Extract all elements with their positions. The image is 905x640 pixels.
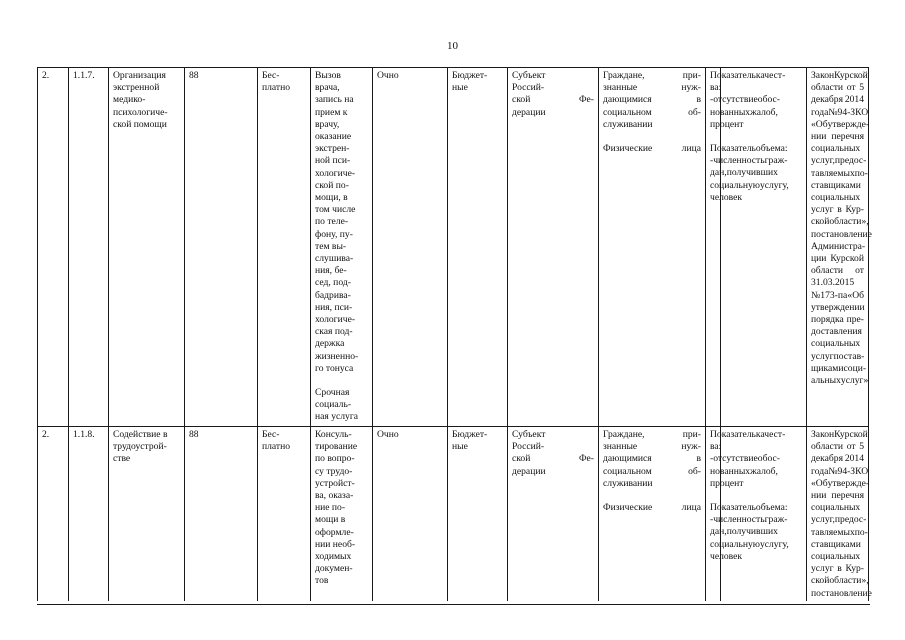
word: 173-па [820,289,848,301]
cell-line [603,82,701,94]
cell-indicators [706,427,789,601]
word: численность [713,514,765,526]
cell-line: тов [315,575,329,587]
cell-line [603,107,701,119]
cell-line: Консуль- [315,429,352,440]
cell-recipients [599,427,706,601]
cell-line: Очно [377,429,399,440]
cell-line: держка [315,338,345,350]
cell-line: человек [710,191,743,203]
cell-line: социальных [811,192,861,204]
word: 94-ЗКО [837,106,869,118]
cell-line: медико- [113,94,146,106]
cell-line: по вопро- [315,453,355,465]
word: лица [681,502,701,514]
word: социальном [603,465,652,477]
cell-line: дерации [512,465,546,477]
word: об- [688,106,701,118]
cell-line [512,94,594,106]
cell-line: 88 [189,429,199,440]
cell-line [811,351,864,363]
word: «Об [811,477,828,489]
word: нии [811,490,827,502]
cell-line: 1.1.7. [73,70,95,81]
cell-legal-basis [807,427,872,601]
cell-count [185,68,258,427]
cell-code [69,68,109,427]
word: знанные [603,82,638,94]
cell-line: служивании [603,118,653,130]
cell-line [811,477,870,490]
cell-line [811,94,864,106]
cell-form [373,68,448,427]
word: Показатель [710,502,756,514]
cell-line [603,490,701,502]
cell-line [811,375,869,387]
word: № [811,289,821,301]
cell-line: Субъект [512,70,546,81]
cell-line [811,204,864,216]
word: № [828,106,838,118]
cell-line: социаль- [315,399,352,411]
word: соци- [843,362,867,374]
word: нованных [710,465,751,477]
word: социальном [603,106,652,118]
word: услуг, [811,155,835,167]
word: от [846,82,856,94]
word: лица [681,143,701,155]
cell-content [311,68,373,427]
word: обос- [757,453,780,465]
cell-line [603,429,701,441]
word: Граждане, [603,429,645,440]
word: области [811,265,844,277]
word: утвержде- [827,477,870,489]
table-row [38,68,869,427]
cell-line [811,429,868,441]
cell-line: дерации [512,106,546,118]
word: 2014 [844,94,864,106]
word: ции [811,253,827,265]
cell-line: оказание [315,131,352,143]
cell-line: социальных [811,502,861,514]
cell-line [811,290,864,302]
cell-line [710,490,716,502]
cell-line: бадрива- [315,289,351,301]
cell-line [710,453,780,465]
word: граж- [764,514,788,526]
cell-content [311,427,373,601]
word: перечня [831,131,864,143]
cell-line: ная услуга [315,411,359,423]
cell-service-name [109,68,185,427]
word: предос- [834,514,867,526]
word: отсутствие [713,453,758,465]
word: услуг» [840,375,869,387]
cell-line: утверждении [811,301,865,313]
word: декабря [811,94,844,106]
word: «Об [847,289,864,301]
cell-line: том числе [315,204,356,216]
word: Закон [811,429,835,440]
word: 5 [859,82,864,94]
cell-payment [258,68,311,427]
word: Фе- [578,453,594,465]
word: декабря [811,453,844,465]
word: жалоб, [750,465,778,477]
cell-line: процент [710,477,744,489]
cell-line: хологиче- [315,314,356,326]
word: объема: [755,143,788,155]
cell-line [811,362,867,375]
cell-line: устройст- [315,477,355,489]
cell-line: Срочная [315,387,350,399]
word: услуг, [811,514,835,526]
word: получивших [726,167,778,179]
cell-line [603,94,701,106]
word: в [696,453,701,465]
cell-legal-basis [807,68,872,427]
cell-line: 2. [42,429,50,440]
cell-level [508,427,599,601]
cell-line: социальных [811,143,861,155]
cell-line: ные [452,82,468,94]
cell-line: ния, пси- [315,301,353,313]
cell-line [710,429,786,441]
word: нуж- [681,82,701,94]
cell-line: Организация [113,70,166,81]
word: обос- [757,94,780,106]
cell-line: ва, оказа- [315,490,354,502]
cell-count [185,427,258,601]
cell-line: мощи в [315,514,346,526]
cell-line: Россий- [512,441,545,453]
word: об- [688,465,701,477]
cell-line [710,143,788,155]
cell-line: слушива- [315,253,354,265]
cell-line [710,70,786,82]
cell-line: сед, под- [315,277,351,289]
cell-line: трудоустрой- [113,441,167,453]
cell-form [373,427,448,601]
word: Кур- [845,204,864,216]
word: услугу, [759,538,789,550]
cell-line [811,167,868,180]
word: дающимися [603,94,652,106]
cell-line [811,575,869,587]
cell-line: платно [262,441,291,453]
cell-line [811,131,864,143]
word: отсутствие [713,94,758,106]
cell-line [710,526,778,538]
cell-payment [258,427,311,601]
word: качест- [755,429,786,440]
cell-line: Бес- [262,429,280,440]
cell-line: жизненно- [315,350,359,362]
word: в [837,204,842,216]
word: пре- [846,314,864,326]
word: граж- [764,155,788,167]
cell-line [603,143,701,155]
cell-line [811,441,864,453]
word: года [811,465,829,477]
cell-line [811,265,864,277]
cell-line: Бес- [262,70,280,81]
cell-line [710,106,778,119]
cell-line [710,131,716,143]
word: альных [811,375,841,387]
cell-line [811,216,869,228]
cell-line: прием к [315,106,348,118]
cell-line: тирование [315,441,358,453]
word: Кур- [845,563,864,575]
cell-line [811,453,864,465]
cell-line: доставления [811,326,862,338]
cell-line [811,465,869,478]
word: области», [829,575,869,587]
word: - [710,514,714,526]
cell-code [69,427,109,601]
cell-line: ной пси- [315,155,351,167]
word: области», [829,216,869,228]
word: года [811,106,829,118]
word: Физические [603,143,653,155]
cell-line: ва: [710,82,722,94]
word: предос- [834,155,867,167]
cell-line: служивании [603,477,653,489]
word: области [811,82,844,94]
cell-line: платно [262,82,291,94]
cell-line: экстренной [113,82,160,94]
cell-line: по теле- [315,216,349,228]
word: Курской [834,429,868,440]
cell-line: нии необ- [315,538,356,550]
word: щиками [811,362,844,374]
word: услугу, [759,179,789,191]
cell-level [508,68,599,427]
cell-line [603,131,701,143]
cell-line: психологиче- [113,106,168,118]
word: тавляемых [811,167,855,179]
cell-line [710,179,789,192]
word: ской [512,94,531,106]
cell-line [811,563,864,575]
cell-recipients [599,68,706,427]
cell-line [710,465,778,478]
cell-line [710,538,789,551]
cell-line [710,502,788,514]
page-number: 10 [447,40,458,52]
word: услуг [811,204,834,216]
word: Показатель [710,143,756,155]
word: дан, [710,167,727,179]
cell-number [38,68,69,427]
cell-line: Россий- [512,82,545,94]
cell-line: врача, [315,82,340,94]
word: жалоб, [750,106,778,118]
cell-line: ные [452,441,468,453]
cell-line [315,375,368,387]
cell-line [603,466,701,478]
cell-line [811,253,864,265]
word: 94-ЗКО [837,465,869,477]
cell-line: ния, бе- [315,265,347,277]
cell-funding [448,427,508,601]
word: ской [811,575,830,587]
cell-line: го тонуса [315,362,354,374]
word: получивших [726,526,778,538]
cell-line [710,167,778,179]
word: «Об [811,118,828,130]
cell-line: человек [710,550,743,562]
cell-line [811,118,870,131]
word: в [696,94,701,106]
word: объема: [755,502,788,514]
word: - [710,453,714,465]
word: 5 [859,441,864,453]
cell-line: ская под- [315,326,353,338]
cell-line [811,314,864,326]
cell-line: мощи, в [315,192,348,204]
cell-line: ва: [710,441,722,453]
word: Фе- [578,94,594,106]
cell-line: Субъект [512,429,546,440]
word: ской [811,216,830,228]
word: качест- [755,70,786,81]
word: 2014 [844,453,864,465]
word: Граждане, [603,70,645,81]
word: от [855,265,864,277]
cell-line [811,70,868,82]
cell-line: ходимых [315,551,352,563]
cell-line: социальных [811,338,861,350]
cell-line: 1.1.8. [73,429,95,440]
word: Курской [834,70,868,81]
cell-line [811,514,867,526]
cell-number [38,427,69,601]
cell-line: процент [710,118,744,130]
cell-service-name [109,427,185,601]
word: услуг [811,350,834,362]
cell-line [710,94,780,106]
cell-line: хологиче- [315,167,356,179]
cell-line: 31.03.2015 [811,277,855,289]
cell-line: Бюджет- [452,70,488,81]
cell-line: врачу, [315,118,340,130]
word: ской [512,453,531,465]
cell-line: ставщиками [811,538,861,550]
cell-line: запись на [315,94,354,106]
word: - [710,155,714,167]
word: Закон [811,70,835,81]
word: Показатель [710,70,756,81]
word: дан, [710,526,727,538]
word: Показатель [710,429,756,440]
word: Курской [830,253,864,265]
cell-line: 88 [189,70,199,81]
word: нуж- [681,441,701,453]
word: области [811,441,844,453]
cell-line [512,453,594,465]
word: постав- [833,350,865,362]
word: тавляемых [811,526,855,538]
word: нованных [710,106,751,118]
cell-line: постановление [811,587,872,599]
table-bottom-edge [37,604,870,605]
cell-funding [448,68,508,427]
cell-line: фону, пу- [315,228,353,240]
cell-line: стве [113,453,131,465]
cell-line: экстрен- [315,143,350,155]
word: социальную [710,179,760,191]
word: при- [682,70,701,81]
word: численность [713,155,765,167]
cell-indicators [706,68,789,427]
word: утвержде- [827,118,870,130]
cell-line: 2. [42,70,50,81]
cell-line [811,82,864,94]
cell-line: постановление [811,228,872,240]
cell-line [811,490,864,502]
cell-line: ставщиками [811,179,861,191]
cell-line [710,155,788,167]
cell-line: докумен- [315,563,353,575]
cell-line: Администра- [811,240,866,252]
word: знанные [603,441,638,453]
services-table [37,67,872,601]
word: - [710,94,714,106]
cell-line [603,502,701,514]
cell-line: Содействие в [113,429,168,440]
cell-line [811,155,867,167]
word: № [828,465,838,477]
word: нии [811,131,827,143]
cell-line: ской помощи [113,118,167,130]
word: порядка [811,314,844,326]
word: перечня [831,490,864,502]
cell-line: социальных [811,551,861,563]
word: по- [854,167,868,179]
word: социальную [710,538,760,550]
cell-line [603,70,701,82]
word: по- [854,526,868,538]
word: в [837,563,842,575]
word: от [846,441,856,453]
cell-line: су трудо- [315,465,353,477]
cell-line [811,526,868,539]
word: услуг [811,563,834,575]
cell-line: оформле- [315,526,354,538]
cell-line [710,514,788,526]
cell-line: Бюджет- [452,429,488,440]
cell-line: Вызов [315,70,341,81]
table-row [38,427,869,601]
word: Физические [603,502,653,514]
cell-line [603,441,701,453]
cell-line: ние по- [315,502,346,514]
cell-line: ской по- [315,179,349,191]
cell-line: Очно [377,70,399,81]
word: при- [682,429,701,440]
cell-line [811,106,869,119]
cell-line: тем вы- [315,240,347,252]
cell-line [603,453,701,465]
word: дающимися [603,453,652,465]
